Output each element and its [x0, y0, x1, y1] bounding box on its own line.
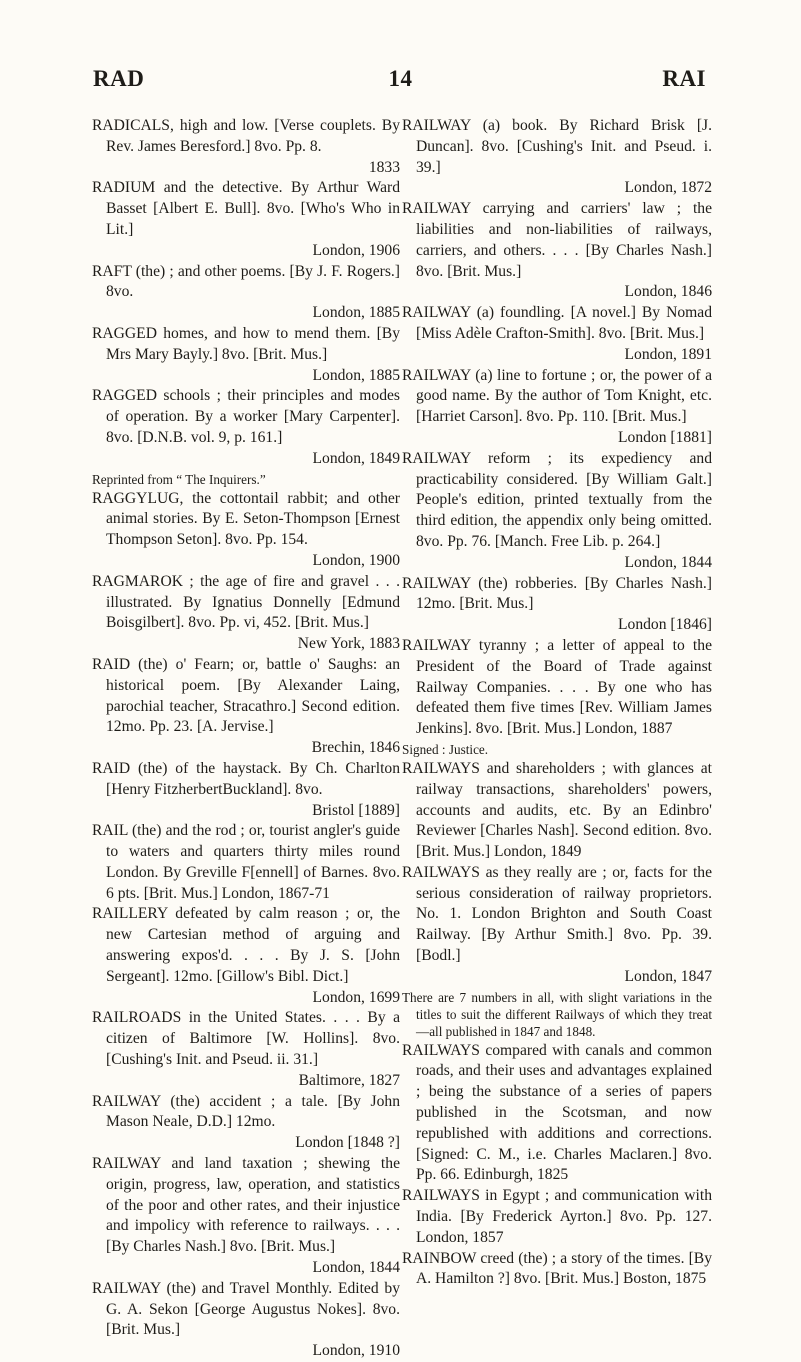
- entry-text: RAINBOW creed (the) ; a story of the times. [By A. Hamilton ?] 8vo. [Brit. Mus.] Boston, 1875: [402, 1249, 712, 1288]
- entry-imprint: Brechin, 1846: [311, 739, 400, 757]
- entry-note: Reprinted from “ The Inquirers.”: [92, 471, 266, 487]
- entry-imprint: London [1881]: [618, 428, 712, 446]
- bibliography-entry: [402, 199, 712, 303]
- bibliography-entry: [92, 262, 400, 324]
- entry-imprint: London, 1872: [624, 179, 712, 197]
- entry-imprint: Baltimore, 1827: [298, 1071, 400, 1089]
- entry-text: RAILWAY carrying and carriers' law ; the liabilities and non-liabilities of railways, carriers, and others. . . . [By Charles Nash.] 8vo. [Brit. Mus.]: [402, 200, 712, 280]
- page-header: [0, 66, 801, 100]
- entry-text: RAILWAYS in Egypt ; and communication with India. [By Frederick Ayrton.] 8vo. Pp. 127. London, 1857: [402, 1187, 712, 1246]
- entry-text: RADICALS, high and low. [Verse couplets. By Rev. James Beresford.] 8vo. Pp. 8.: [92, 117, 400, 155]
- bibliography-entry: [92, 178, 400, 261]
- entry-imprint: London, 1847: [624, 967, 712, 985]
- entry-text: RAILWAY (a) foundling. [A novel.] By Nomad [Miss Adèle Crafton-Smith]. 8vo. [Brit. Mus.]: [402, 304, 712, 342]
- entry-imprint: New York, 1883: [297, 635, 400, 653]
- entry-text: RAGGED schools ; their principles and modes of operation. By a worker [Mary Carpenter]. 8vo. [D.N.B. vol. 9, p. 161.]: [92, 387, 400, 446]
- entry-note: Signed : Justice.: [402, 741, 489, 757]
- entry-imprint: London, 1844: [624, 553, 712, 571]
- bibliography-entry: [402, 1186, 712, 1248]
- bibliography-entry: [402, 1041, 712, 1187]
- entry-imprint: 1833: [368, 158, 400, 176]
- entry-text: RAILLERY defeated by calm reason ; or, the new Cartesian method of arguing and answering expos'd. . . . By J. S. [John Sergeant]. 12mo. [Gillow's Bibl. Dict.]: [92, 905, 400, 985]
- entry-imprint: London, 1885: [312, 304, 400, 322]
- entry-text: RAILWAY (the) and Travel Monthly. Edited by G. A. Sekon [George Augustus Nokes]. 8vo. [Brit. Mus.]: [92, 1279, 400, 1339]
- entry-imprint: London, 1910: [312, 1342, 400, 1360]
- entry-text: RAILWAY and land taxation ; shewing the origin, progress, law, operation, and statistics of the poor and other rates, and their injustice and impolicy with reference to railways. . . . [By Charles Nash.] 8vo. [Brit. Mus.]: [92, 1155, 400, 1256]
- bibliography-entry: [92, 1154, 400, 1279]
- bibliography-entry: [92, 324, 400, 386]
- bibliography-entry: [92, 489, 400, 572]
- entry-text: RAILROADS in the United States. . . . By a citizen of Baltimore [W. Hollins]. 8vo. [Cushing's Init. and Pseud. ii. 31.]: [92, 1009, 400, 1069]
- entry-text: RAFT (the) ; and other poems. [By J. F. Rogers.] 8vo.: [92, 262, 400, 301]
- entry-imprint: London, 1906: [312, 241, 400, 259]
- entry-text: RAILWAY (the) robberies. [By Charles Nash.] 12mo. [Brit. Mus.]: [402, 574, 712, 613]
- bibliography-entry: [92, 821, 400, 904]
- entry-imprint: London, 1844: [312, 1259, 400, 1277]
- entry-text: RAILWAYS as they really are ; or, facts for the serious consideration of railway proprietors. No. 1. London Brighton and South Coast Railway. [By Arthur Smith.] 8vo. Pp. 39. [Bodl.]: [402, 863, 712, 965]
- bibliography-entry: [92, 904, 400, 1008]
- entry-text: RAILWAY (a) line to fortune ; or, the power of a good name. By the author of Tom Knight, etc. [Harriet Carson]. 8vo. Pp. 110. [Brit. Mus.]: [402, 366, 712, 426]
- bibliography-entry: [402, 366, 712, 449]
- entry-imprint: London [1848 ?]: [295, 1134, 400, 1152]
- left-column: [92, 116, 400, 1362]
- page-number: 14: [388, 66, 413, 91]
- bibliography-entry: [92, 386, 400, 469]
- entry-text: RAILWAY reform ; its expediency and practicability considered. [By William Galt.] People's edition, printed textually from the third edition, the appendix only being omitted. 8vo. Pp. 76. [Manch. Free Lib. p. 264.]: [402, 449, 712, 550]
- entry-text: RADIUM and the detective. By Arthur Ward Basset [Albert E. Bull]. 8vo. [Who's Who in Lit.]: [92, 179, 400, 238]
- entry-text: RAIL (the) and the rod ; or, tourist angler's guide to waters and quarters thirty miles round London. By Greville F[ennell] of Barnes. 8vo. 6 pts. [Brit. Mus.] London, 1867-71: [92, 822, 400, 902]
- bibliography-entry: [402, 116, 712, 199]
- bibliography-entry: [402, 759, 712, 863]
- entry-note: There are 7 numbers in all, with slight variations in the titles to suit the different Railways of which they treat—all published in 1847 and 1848.: [402, 989, 712, 1039]
- entry-text: RAILWAYS compared with canals and common roads, and their uses and advantages explained ; being the substance of a series of papers published in the Scotsman, and now republished with additions and corrections. [Signed: C. M., i.e. Charles Maclaren.] 8vo. Pp. 66. Edinburgh, 1825: [402, 1041, 712, 1184]
- bibliography-entry: [402, 574, 712, 636]
- bibliography-entry: [402, 303, 712, 365]
- entry-text: RAILWAY tyranny ; a letter of appeal to the President of the Board of Trade against Railway Companies. . . . By one who has defeated them five times [Rev. William James Jenkins]. 8vo. [Brit. Mus.] London, 1887: [402, 636, 712, 738]
- entry-imprint: London, 1849: [312, 449, 400, 467]
- entry-imprint: London, 1885: [312, 366, 400, 384]
- bibliography-entry: [402, 1249, 712, 1291]
- bibliography-entry: [92, 116, 400, 178]
- entry-imprint: London, 1846: [624, 283, 712, 301]
- entry-imprint: London, 1891: [624, 345, 712, 363]
- entry-text: RAID (the) o' Fearn; or, battle o' Saughs: an historical poem. [By Alexander Laing, parochial teacher, Stracathro.] Second edition. 12mo. Pp. 23. [A. Jervise.]: [92, 655, 400, 736]
- entry-imprint: London [1846]: [618, 616, 712, 634]
- entry-imprint: London, 1699: [312, 988, 400, 1006]
- header-right-catchword: RAI: [662, 66, 706, 91]
- bibliography-entry: [402, 636, 712, 740]
- entry-text: RAGMAROK ; the age of fire and gravel . . . illustrated. By Ignatius Donnelly [Edmund Boisgilbert]. 8vo. Pp. vi, 452. [Brit. Mus.]: [92, 572, 400, 632]
- entry-text: RAILWAYS and shareholders ; with glances at railway transactions, shareholders' powers, accounts and audits, etc. By an Edinbro' Reviewer [Charles Nash]. Second edition. 8vo. [Brit. Mus.] London, 1849: [402, 759, 712, 861]
- entry-imprint: Bristol [1889]: [312, 801, 400, 819]
- header-left-catchword: RAD: [93, 66, 145, 91]
- entry-text: RAGGED homes, and how to mend them. [By Mrs Mary Bayly.] 8vo. [Brit. Mus.]: [92, 324, 400, 363]
- bibliography-entry: [92, 759, 400, 821]
- entry-imprint: London, 1900: [312, 551, 400, 569]
- entry-text: RAILWAY (a) book. By Richard Brisk [J. Duncan]. 8vo. [Cushing's Init. and Pseud. i. 39.]: [402, 117, 712, 176]
- bibliography-entry: [402, 449, 712, 574]
- bibliography-entry: [92, 655, 400, 759]
- bibliography-entry: [402, 863, 712, 988]
- bibliography-entry: [92, 572, 400, 655]
- bibliography-entry: [92, 1279, 400, 1362]
- right-column: [402, 116, 712, 1290]
- bibliography-entry: [92, 1092, 400, 1154]
- entry-text: RAID (the) of the haystack. By Ch. Charlton [Henry FitzherbertBuckland]. 8vo.: [92, 759, 400, 798]
- bibliography-entry: [92, 1008, 400, 1091]
- entry-text: RAILWAY (the) accident ; a tale. [By John Mason Neale, D.D.] 12mo.: [92, 1092, 400, 1131]
- entry-text: RAGGYLUG, the cottontail rabbit; and other animal stories. By E. Seton-Thompson [Ernest Thompson Seton]. 8vo. Pp. 154.: [92, 489, 400, 549]
